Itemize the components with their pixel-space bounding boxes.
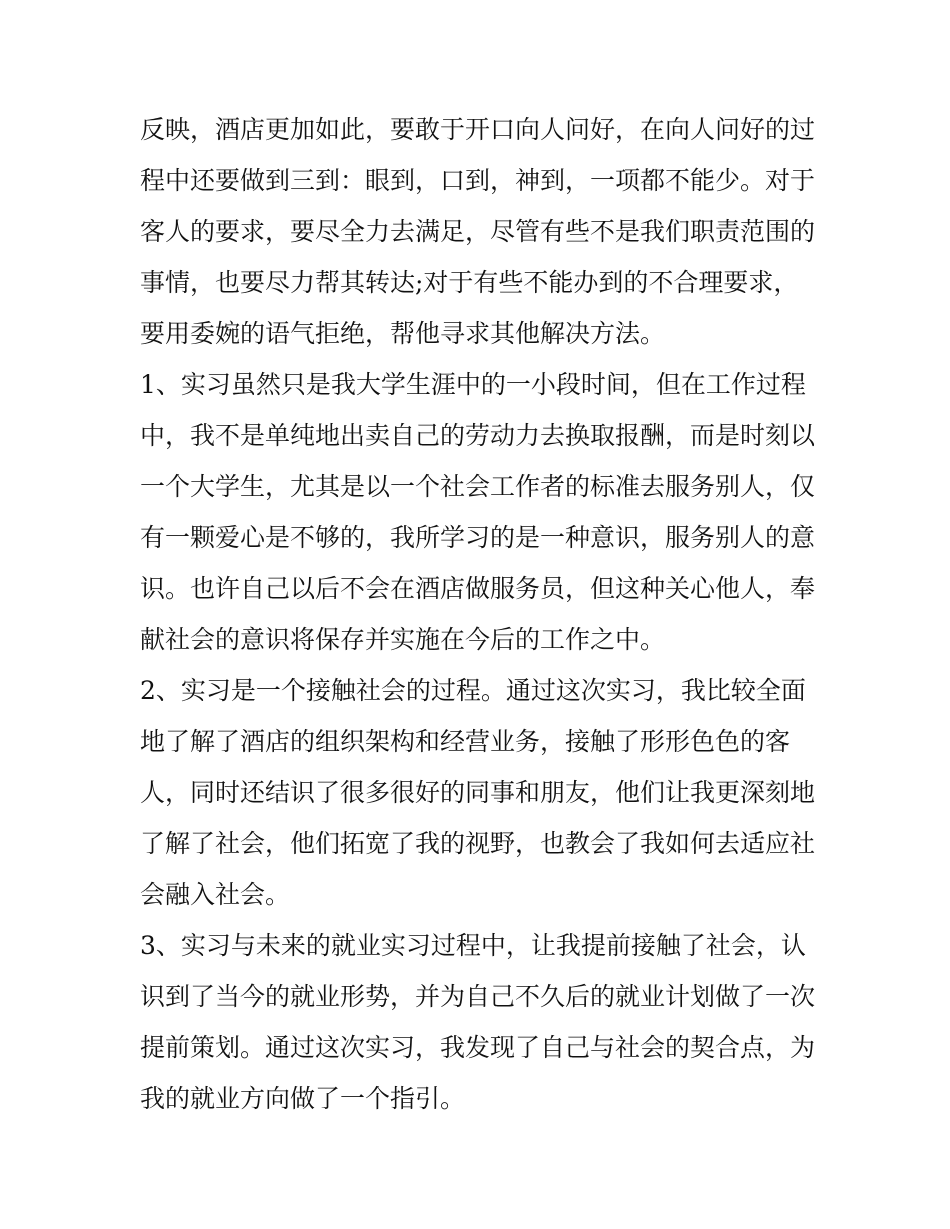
text-line: 识到了当今的就业形势，并为自己不久后的就业计划做了一次 (140, 982, 816, 1011)
text-line: 人，同时还结识了很多很好的同事和朋友，他们让我更深刻地 (140, 778, 816, 807)
text-line: 反映，酒店更加如此，要敢于开口向人问好，在向人问好的过 (140, 115, 816, 144)
paragraph-point-3 (140, 920, 820, 1124)
text-line: 会融入社会。 (140, 880, 291, 909)
text-line: 我的就业方向做了一个指引。 (140, 1084, 466, 1113)
text-line: 献社会的意识将保存并实施在今后的工作之中。 (140, 625, 666, 654)
text-line: 事情，也要尽力帮其转达;对于有些不能办到的不合理要求， (140, 268, 799, 297)
paragraph-point-2 (140, 665, 820, 920)
text-line: 程中还要做到三到：眼到，口到，神到，一项都不能少。对于 (140, 166, 816, 195)
text-line: 一个大学生，尤其是以一个社会工作者的标准去服务别人，仅 (140, 472, 816, 501)
text-line: 1、实习虽然只是我大学生涯中的一小段时间，但在工作过程 (140, 370, 806, 399)
text-line: 2、实习是一个接触社会的过程。通过这次实习，我比较全面 (140, 676, 806, 705)
text-line: 客人的要求，要尽全力去满足，尽管有些不是我们职责范围的 (140, 217, 816, 246)
document-body (140, 104, 820, 1124)
paragraph-intro (140, 104, 820, 359)
text-line: 3、实习与未来的就业实习过程中，让我提前接触了社会，认 (140, 931, 806, 960)
text-line: 要用委婉的语气拒绝，帮他寻求其他解决方法。 (140, 319, 666, 348)
paragraph-point-1 (140, 359, 820, 665)
text-line: 有一颗爱心是不够的，我所学习的是一种意识，服务别人的意 (140, 523, 816, 552)
text-line: 了解了社会，他们拓宽了我的视野，也教会了我如何去适应社 (140, 829, 816, 858)
text-line: 提前策划。通过这次实习，我发现了自己与社会的契合点，为 (140, 1033, 816, 1062)
text-line: 地了解了酒店的组织架构和经营业务，接触了形形色色的客 (140, 727, 791, 756)
text-line: 识。也许自己以后不会在酒店做服务员，但这种关心他人，奉 (140, 574, 816, 603)
text-line: 中，我不是单纯地出卖自己的劳动力去换取报酬，而是时刻以 (140, 421, 816, 450)
